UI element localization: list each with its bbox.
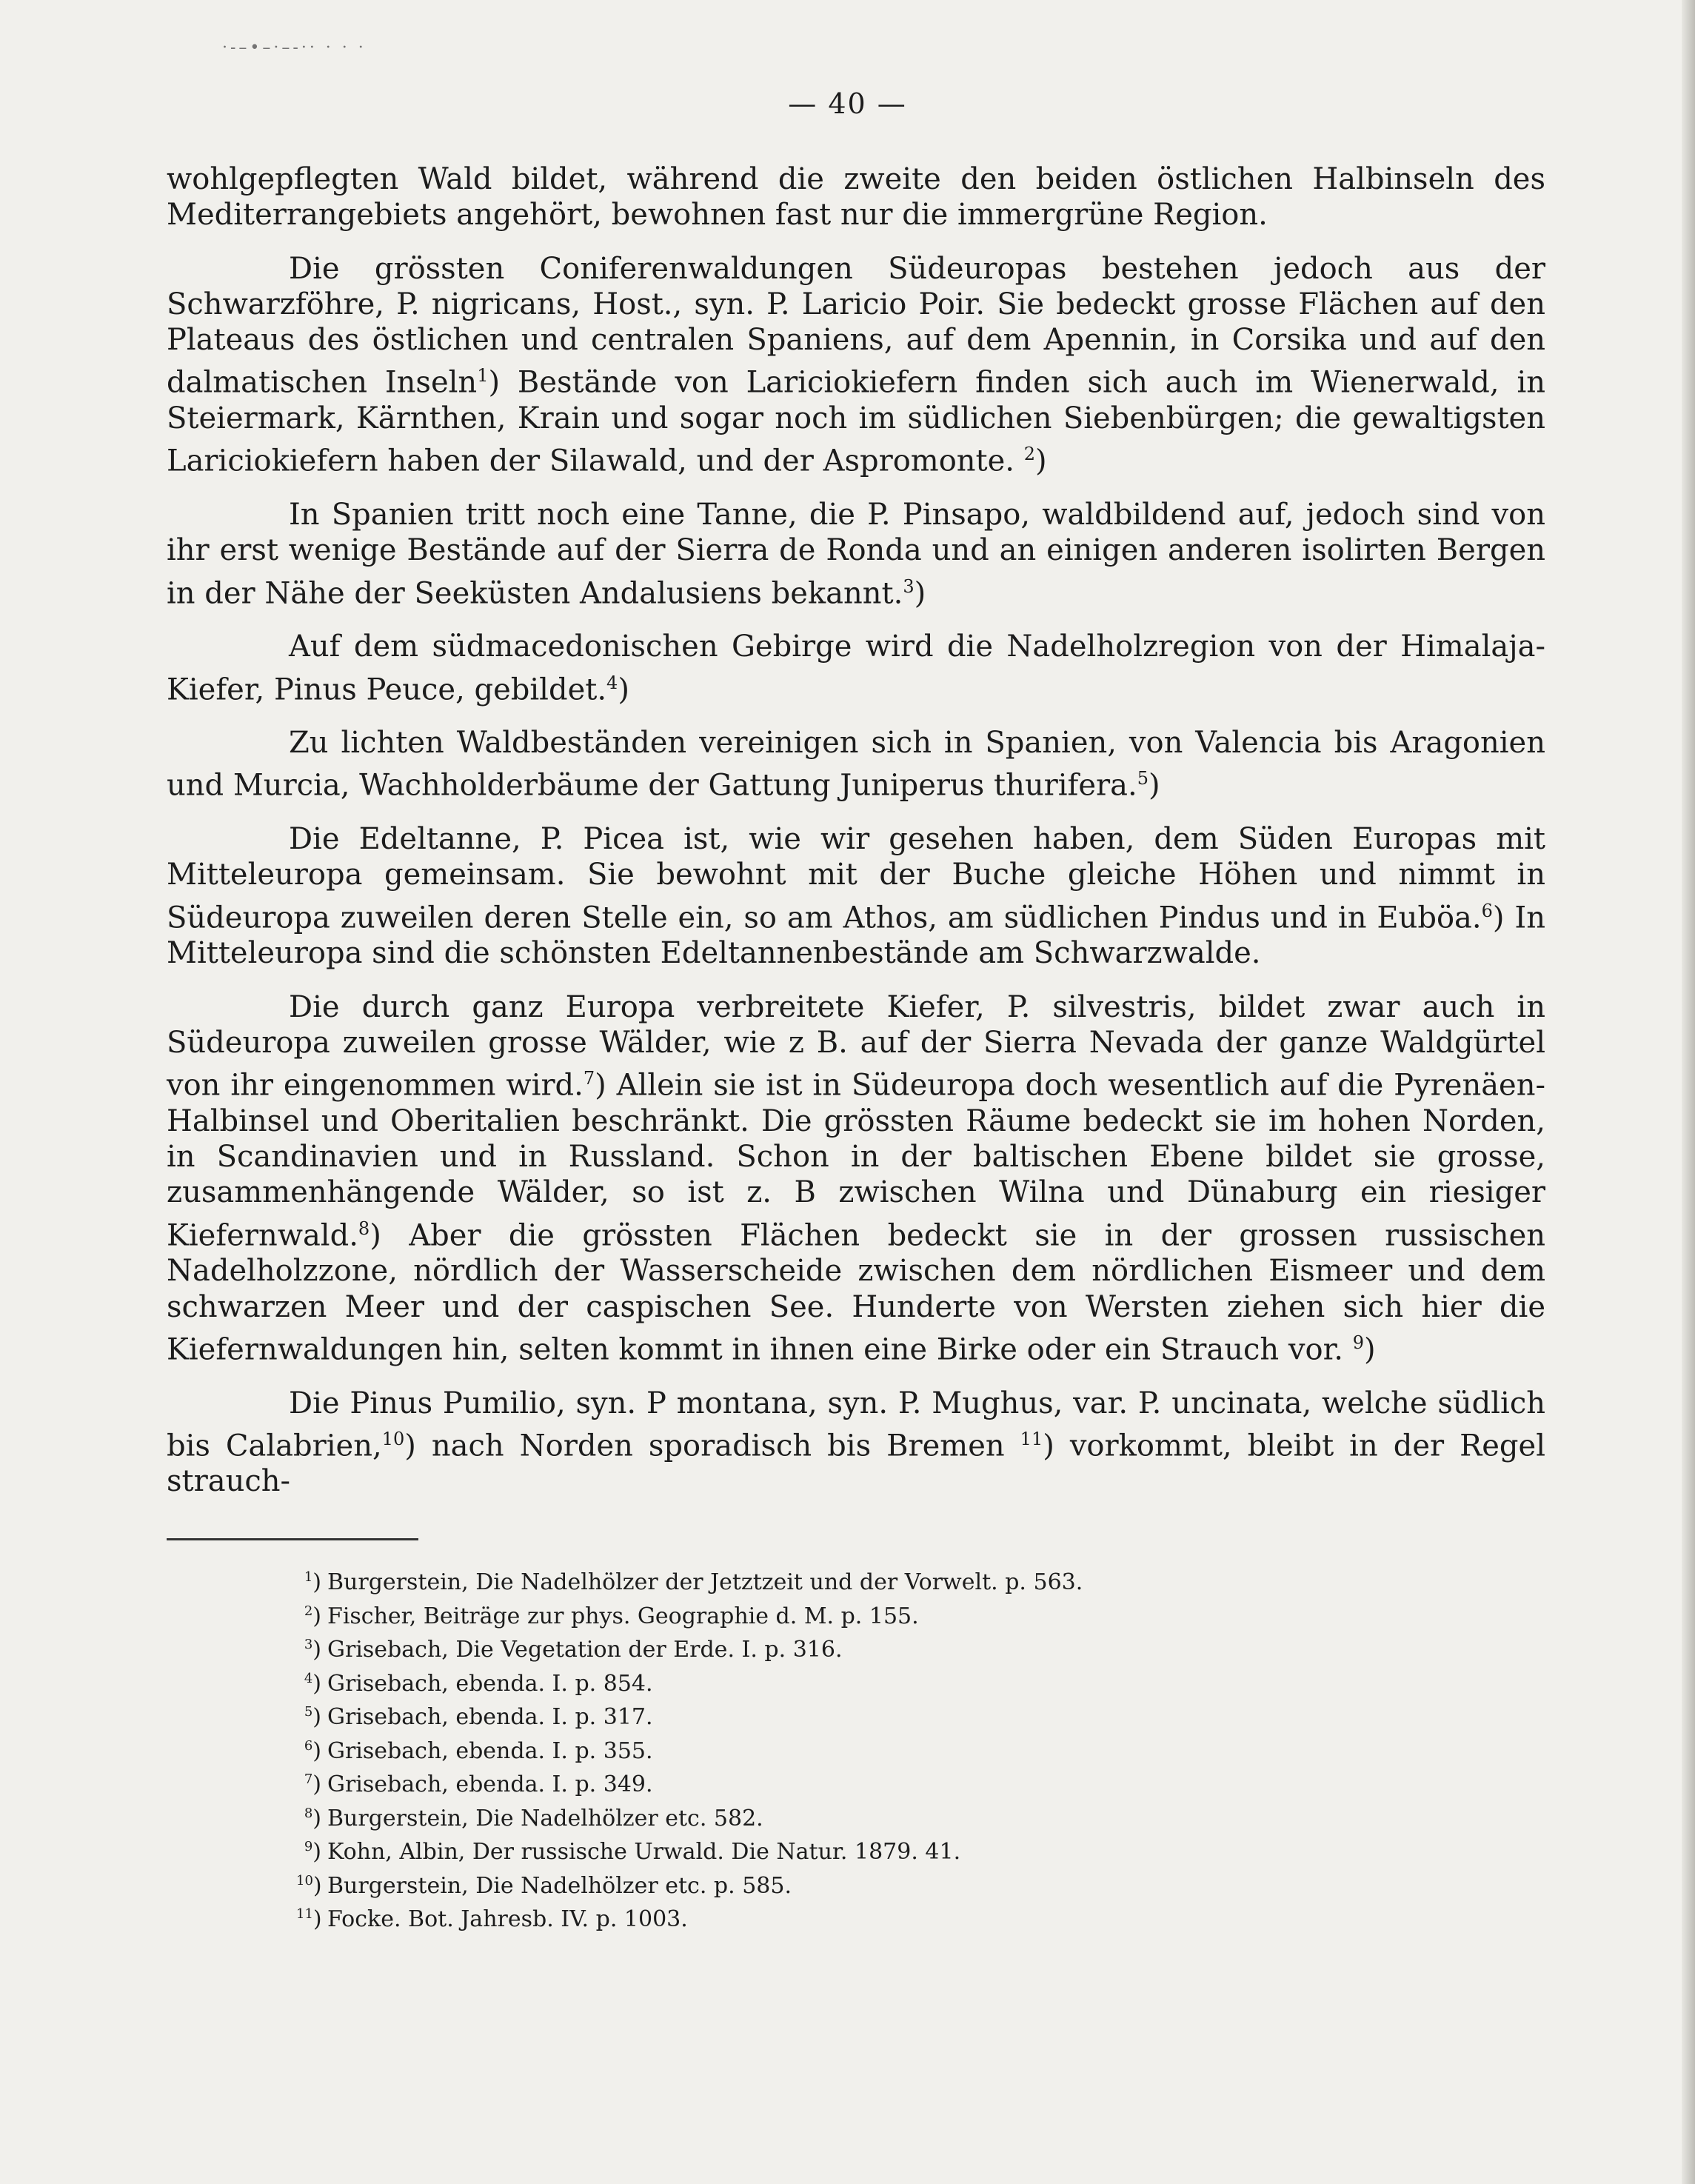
- footnote: [296, 1766, 1259, 1800]
- footnote-ref: 11: [1020, 1428, 1043, 1449]
- paragraph: [167, 251, 1545, 479]
- footnote-text: Burgerstein, Die Nadelhölzer der Jetztzeit und der Vorwelt. p. 563.: [327, 1569, 1083, 1595]
- footnote-number: [296, 1698, 321, 1732]
- text-run: Die Edeltanne, P. Picea ist, wie wir gesehen haben, dem Süden Europas mit Mitteleuropa gemeinsam. Sie bewohnt mit der Buche gleiche Höhen und nimmt in Südeuropa zuweilen deren Stelle ein, so am Athos, am südlichen Pindus und in Euböa.: [167, 822, 1545, 935]
- footnote-text: Grisebach, ebenda. I. p. 317.: [327, 1704, 653, 1730]
- footnote-number-value: 4: [304, 1670, 313, 1686]
- footnotes: [296, 1563, 1259, 1934]
- footnote-ref: 4: [606, 672, 618, 693]
- footnote-ref: 1: [477, 365, 489, 387]
- footnote-number-value: 3: [304, 1637, 313, 1652]
- footnote-number-value: 9: [304, 1839, 313, 1854]
- footnote-number: [296, 1597, 321, 1632]
- footnote-text: Grisebach, ebenda. I. p. 854.: [327, 1670, 653, 1697]
- footnote-number-value: 10: [296, 1872, 313, 1889]
- footnote-text: Burgerstein, Die Nadelhölzer etc. 582.: [327, 1805, 763, 1831]
- footnote-ref: 8: [358, 1218, 370, 1239]
- page-edge-shadow: [1682, 0, 1695, 2184]
- footnote-number-value: 7: [304, 1771, 313, 1787]
- paragraph: [167, 497, 1545, 611]
- paragraph: [167, 989, 1545, 1368]
- text-run: ): [1035, 444, 1047, 478]
- footnote: [296, 1867, 1259, 1901]
- footnote-rule: [167, 1538, 418, 1540]
- footnote-number: [296, 1867, 321, 1901]
- footnote-number: [296, 1766, 321, 1800]
- paragraph: [167, 821, 1545, 972]
- text-run: Zu lichten Waldbeständen vereinigen sich in Spanien, von Valencia bis Aragonien und Murcia, Wachholderbäume der Gattung Juniperus thurifera.: [167, 726, 1545, 803]
- text-run: Auf dem südmacedonischen Gebirge wird die Nadelholzregion von der Himalaja-Kiefer, Pinus Peuce, gebildet.: [167, 630, 1545, 707]
- footnote-number-value: 1: [304, 1569, 313, 1585]
- text-run: ): [618, 672, 629, 707]
- text-run: wohlgepflegten Wald bildet, während die zweite den beiden östlichen Halbinseln des Mediterrangebiets angehört, bewohnen fast nur die immergrüne Region.: [167, 162, 1545, 233]
- main-text: [167, 161, 1545, 1500]
- footnote: [296, 1698, 1259, 1732]
- text-run: ): [914, 575, 926, 610]
- footnote: [296, 1563, 1259, 1597]
- footnote-ref: 3: [903, 575, 915, 597]
- footnote-ref: 2: [1023, 444, 1036, 465]
- footnote-text: Burgerstein, Die Nadelhölzer etc. p. 585.: [327, 1872, 792, 1899]
- paragraph: [167, 629, 1545, 707]
- text-run: ) vorkommt, bleibt in der Regel strauch-: [167, 1429, 1545, 1499]
- footnote-number-value: 5: [304, 1704, 313, 1720]
- footnote-number-value: 2: [304, 1603, 313, 1619]
- footnote: [296, 1900, 1259, 1934]
- footnote-number: [296, 1631, 321, 1665]
- footnote-number-value: 8: [304, 1805, 313, 1821]
- text-run: Die durch ganz Europa verbreitete Kiefer, P. silvestris, bildet zwar auch in Südeuropa zuweilen grosse Wälder, wie z B. auf der Sierra Nevada der ganze Waldgürtel von ihr eingenommen wird.: [167, 989, 1545, 1103]
- footnote-ref: 7: [583, 1068, 595, 1089]
- paragraph: [167, 725, 1545, 804]
- footnote: [296, 1833, 1259, 1867]
- text-run: ): [1364, 1332, 1376, 1367]
- print-speckle: ·‑–•–·–‑·· · · ·: [222, 39, 367, 57]
- footnote-number: [296, 1665, 321, 1699]
- page-number: — 40 —: [788, 87, 907, 120]
- footnote-text: Grisebach, ebenda. I. p. 349.: [327, 1771, 653, 1797]
- footnote-number: [296, 1833, 321, 1867]
- footnote-number: [296, 1563, 321, 1597]
- footnote: [296, 1800, 1259, 1834]
- text-run: ) Aber die grössten Flächen bedeckt sie in der grossen russischen Nadelholzzone, nördlich der Wasserscheide zwischen dem nördlichen Eismeer und dem schwarzen Meer und der caspischen See. Hunderte von Wersten ziehen sich hier die Kiefernwaldungen hin, selten kommt in ihnen eine Birke oder ein Strauch vor.: [167, 1218, 1545, 1367]
- footnote-text: Grisebach, ebenda. I. p. 355.: [327, 1737, 653, 1764]
- text-run: In Spanien tritt noch eine Tanne, die P. Pinsapo, waldbildend auf, jedoch sind von ihr erst wenige Bestände auf der Sierra de Ronda und an einigen anderen isolirten Bergen in der Nähe der Seeküsten Andalusiens bekannt.: [167, 498, 1545, 610]
- footnote-number-value: 6: [304, 1737, 313, 1754]
- footnote-ref: 6: [1481, 900, 1493, 921]
- footnote-number-value: 11: [296, 1906, 313, 1922]
- footnote-text: Fischer, Beiträge zur phys. Geographie d. M. p. 155.: [327, 1603, 919, 1629]
- text-run: ) In Mitteleuropa sind die schönsten Edeltannenbestände am Schwarzwalde.: [167, 901, 1545, 971]
- text-run: ) Bestände von Lariciokiefern finden sich auch im Wienerwald, in Steiermark, Kärnthen, Krain und sogar noch im südlichen Siebenbürgen; die gewaltigsten Lariciokiefern haben der Silawald, und der Aspromonte.: [167, 365, 1546, 478]
- footnote-ref: 9: [1352, 1332, 1365, 1353]
- paragraph: [167, 161, 1545, 233]
- footnote: [296, 1597, 1259, 1632]
- footnote: [296, 1665, 1259, 1699]
- text-run: ) nach Norden sporadisch bis Bremen: [404, 1429, 1020, 1463]
- footnote-ref: 5: [1137, 768, 1149, 789]
- footnote-text: Kohn, Albin, Der russische Urwald. Die Natur. 1879. 41.: [327, 1839, 961, 1865]
- footnote-number: [296, 1800, 321, 1834]
- text-run: ) Allein sie ist in Südeuropa doch wesentlich auf die Pyrenäen-Halbinsel und Oberitalien beschränkt. Die grössten Räume bedeckt sie im hohen Norden, in Scandinavien und in Russland. Schon in der baltischen Ebene bildet sie grosse, zusammenhängende Wälder, so ist z. B zwischen Wilna und Dünaburg ein riesiger Kiefernwald.: [167, 1068, 1546, 1253]
- text-run: Die Pinus Pumilio, syn. P montana, syn. P. Mughus, var. P. uncinata, welche südlich bis Calabrien,: [167, 1386, 1545, 1463]
- footnote-ref: 10: [381, 1428, 405, 1449]
- footnote-text: Focke. Bot. Jahresb. IV. p. 1003.: [327, 1906, 688, 1932]
- text-run: ): [1148, 768, 1160, 803]
- footnote-text: Grisebach, Die Vegetation der Erde. I. p. 316.: [327, 1637, 843, 1663]
- footnote: [296, 1631, 1259, 1665]
- text-run: Die grössten Coniferenwaldungen Südeuropas bestehen jedoch aus der Schwarzföhre, P. nigricans, Host., syn. P. Laricio Poir. Sie bedeckt grosse Flächen auf den Plateaus des östlichen und centralen Spaniens, auf dem Apennin, in Corsika und auf den dalmatischen Inseln: [167, 251, 1545, 400]
- footnote-number: [296, 1732, 321, 1766]
- paragraph: [167, 1386, 1545, 1500]
- footnote-number: [296, 1900, 321, 1934]
- footnote: [296, 1732, 1259, 1766]
